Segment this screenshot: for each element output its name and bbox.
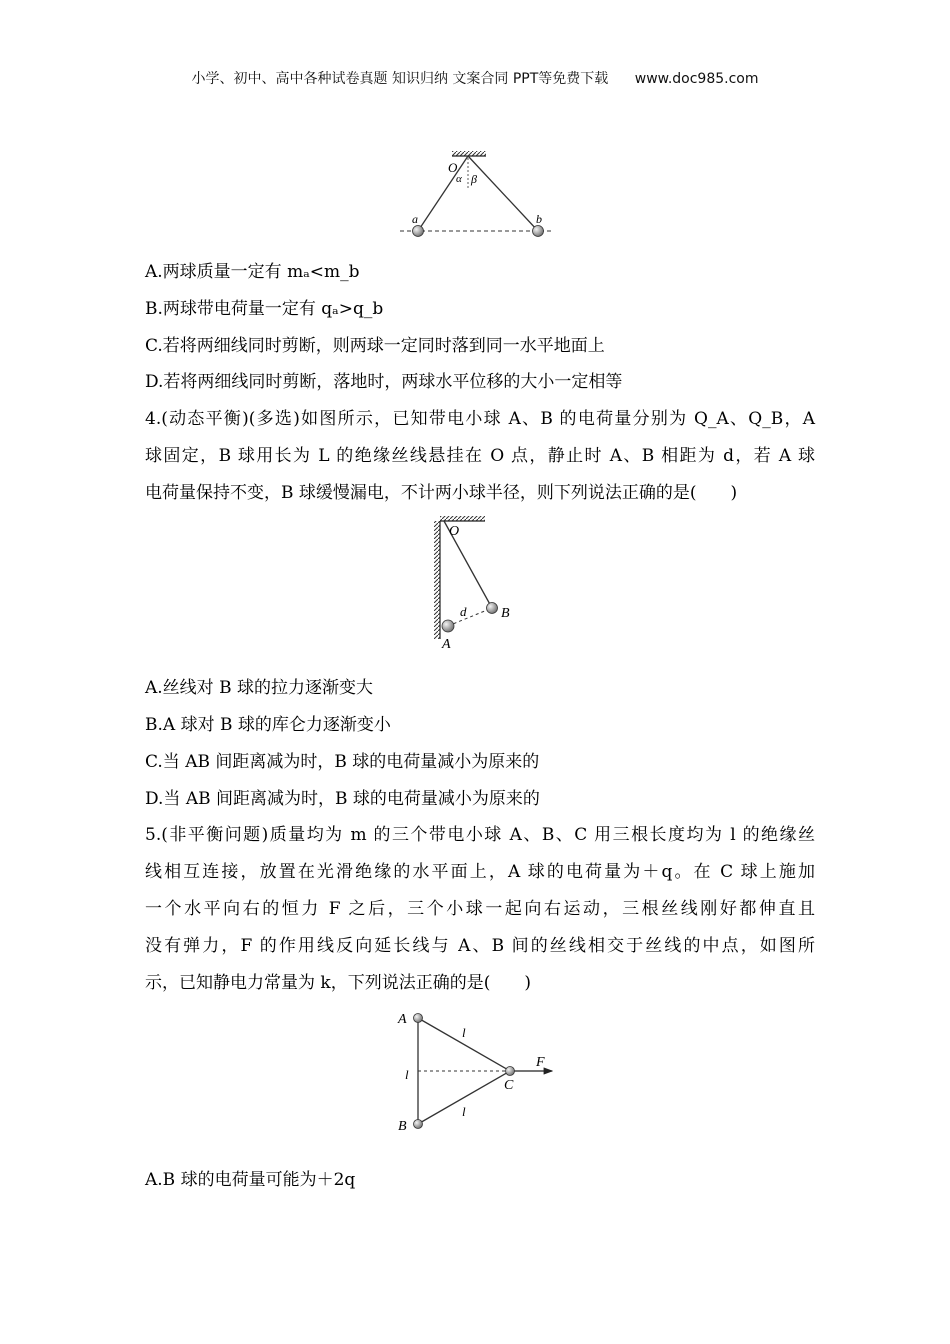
label-f: F [536,1055,545,1070]
ball-a [414,1014,423,1023]
q4-option-b: B.A 球对 B 球的库仑力逐渐变小 [145,715,391,735]
q5-stem-line-2: 线相互连接，放置在光滑绝缘的水平面上，A 球的电荷量为＋q。在 C 球上施加 [145,862,815,882]
thread-b [468,156,538,231]
ball-a [442,620,454,632]
figure-hanging-balls [360,148,600,243]
figure-triangle-balls [390,1005,565,1140]
q4-stem-line-3: 电荷量保持不变，B 球缓慢漏电，不计两小球半径，则下列说法正确的是( ) [145,483,738,503]
q3-option-b: B.两球带电荷量一定有 qₐ>q_b [145,299,384,319]
label-d: d [460,604,467,619]
q4-stem-line-2: 球固定，B 球用长为 L 的绝缘丝线悬挂在 O 点，静止时 A、B 相距为 d，若 A 球 [145,446,815,466]
header-url[interactable]: www.doc985.com [634,71,759,87]
ceiling-hatch [452,151,486,156]
q4-option-d: D.当 AB 间距离减为时，B 球的电荷量减小为原来的 [145,789,540,809]
ball-b [487,603,498,614]
q3-option-c: C.若将两细线同时剪断，则两球一定同时落到同一水平地面上 [145,336,605,356]
label-a: A [442,637,451,652]
label-l-bottom: l [462,1104,466,1119]
label-b: b [536,212,542,226]
ball-c [506,1067,515,1076]
q5-stem-line-3: 一个水平向右的恒力 F 之后，三个小球一起向右运动，三根丝线刚好都伸直且 [145,899,815,919]
page-header [0,68,950,88]
label-a: A [398,1012,407,1027]
thread-a [418,156,468,231]
label-o: O [449,524,460,539]
q4-stem-line-1: 4.(动态平衡)(多选)如图所示，已知带电小球 A、B 的电荷量分别为 Q_A、Q_B，A [145,409,815,429]
label-a: a [412,212,418,226]
q5-stem-line-1: 5.(非平衡问题)质量均为 m 的三个带电小球 A、B、C 用三根长度均为 l 的绝缘丝 [145,825,815,845]
q5-option-a: A.B 球的电荷量可能为＋2q [145,1170,356,1190]
header-title: 小学、初中、高中各种试卷真题 知识归纳 文案合同 PPT等免费下载 [191,71,609,87]
ceiling-hatch [440,516,485,521]
q3-option-d: D.若将两细线同时剪断，落地时，两球水平位移的大小一定相等 [145,372,623,392]
q3-option-a: A.两球质量一定有 mₐ<m_b [145,262,360,282]
ball-b [414,1120,423,1129]
label-l-left: l [405,1067,409,1082]
label-b: B [398,1119,407,1134]
wall-hatch [434,521,440,639]
label-c: C [504,1078,514,1093]
label-beta: β [471,172,477,186]
distance-d-line [448,608,492,626]
q4-option-c: C.当 AB 间距离减为时，B 球的电荷量减小为原来的 [145,752,540,772]
label-o: O [448,160,458,175]
q4-option-a: A.丝线对 B 球的拉力逐渐变大 [145,678,373,698]
label-l-top: l [462,1025,466,1040]
q5-stem-line-4: 没有弹力，F 的作用线反向延长线与 A、B 间的丝线相交于丝线的中点，如图所 [145,936,815,956]
figure-pendulum-wall [430,515,530,655]
q5-stem-line-5: 示，已知静电力常量为 k，下列说法正确的是( ) [145,973,531,993]
ball-b [533,226,544,237]
label-alpha: α [456,173,462,185]
label-b: B [501,606,510,621]
ball-a [413,226,424,237]
